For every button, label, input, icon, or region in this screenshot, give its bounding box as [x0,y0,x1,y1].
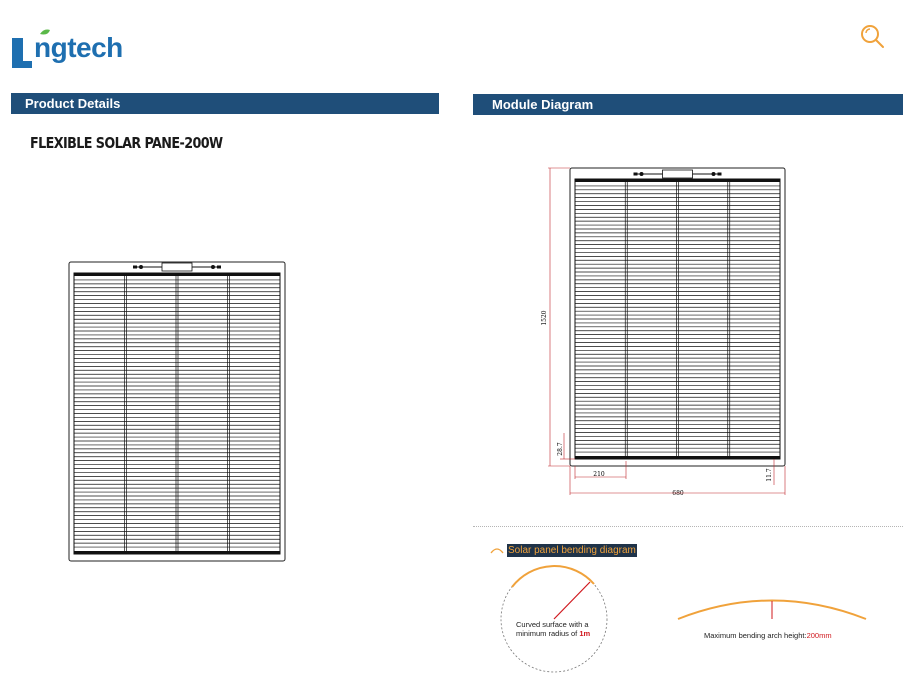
radius-caption [516,620,616,638]
width-dimension-label: 680 [672,490,684,497]
connector-plug [133,266,137,269]
bending-title-text: Solar panel bending diagram [508,545,636,556]
logo-wordmark: ngtech [34,32,123,63]
bottom-busbar [74,551,280,554]
section-separator [473,526,903,527]
radius-caption-line1: Curved surface with a [516,620,589,629]
top-margin-label: 28.7 [557,442,564,456]
product-name: FLEXIBLE SOLAR PANE-200W [30,134,223,152]
solar-panel-image [68,261,286,562]
connector-plug [634,173,638,176]
arch-value: 200mm [806,631,832,640]
connector [139,265,143,269]
height-dimension-label: 1520 [541,310,548,326]
product-details-header: Product Details [11,93,439,114]
top-busbar [74,273,280,276]
cell-grid [575,179,780,459]
junction-box-body [162,263,192,271]
module-diagram-header: Module Diagram [473,94,903,115]
radius-value: 1m [579,629,591,638]
connector-plug [718,173,722,176]
radius-caption-line2: minimum radius of [516,629,580,638]
connector [712,172,716,176]
connector [640,172,644,176]
lingtech-logo [10,28,130,76]
bottom-busbar [575,456,780,459]
arch-height-caption [704,631,832,640]
bottom-margin-label: 11.7 [766,468,773,482]
arch-label: Maximum bending arch height: [704,631,807,640]
connector-plug [217,266,221,269]
junction-box-body [663,170,693,178]
cell-grid [74,273,280,554]
connector [211,265,215,269]
search-icon[interactable] [858,22,886,50]
top-busbar [575,179,780,182]
bending-radius-circle [498,562,610,676]
module-diagram [540,163,795,498]
arc-icon [490,546,504,554]
cell-width-label: 210 [593,471,605,478]
arch-height-diagram [676,594,868,622]
